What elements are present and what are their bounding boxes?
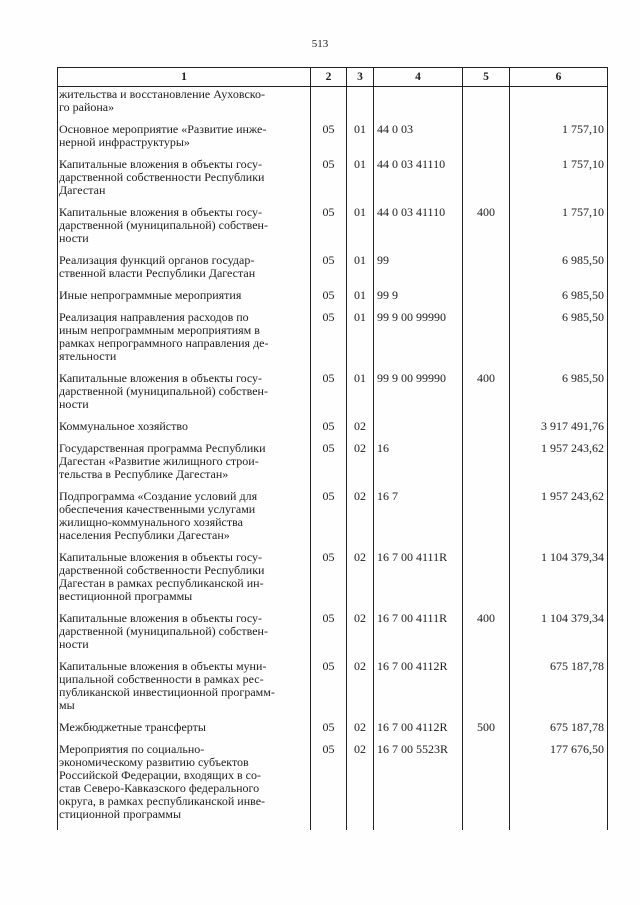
target-item-code: 16 7 xyxy=(374,490,463,551)
amount: 675 187,78 xyxy=(510,660,608,721)
subsection-code: 01 xyxy=(347,123,374,158)
expense-type-code xyxy=(463,311,510,372)
table-row xyxy=(58,206,608,254)
table-row xyxy=(58,442,608,490)
amount: 6 985,50 xyxy=(510,372,608,420)
amount: 6 985,50 xyxy=(510,254,608,289)
amount: 6 985,50 xyxy=(510,311,608,372)
row-name: Капитальные вложения в объекты госу- дарственной (муниципальной) собствен- ности xyxy=(58,372,311,420)
table-row xyxy=(58,721,608,743)
target-item-code xyxy=(374,87,463,124)
table-row xyxy=(58,123,608,158)
subsection-code: 01 xyxy=(347,206,374,254)
section-code: 05 xyxy=(311,490,347,551)
target-item-code: 44 0 03 41110 xyxy=(374,158,463,206)
expense-type-code xyxy=(463,123,510,158)
table-row xyxy=(58,289,608,311)
amount: 1 757,10 xyxy=(510,123,608,158)
row-name: Капитальные вложения в объекты госу- дарственной собственности Республики Дагестан xyxy=(58,158,311,206)
section-code: 05 xyxy=(311,721,347,743)
table-row xyxy=(58,551,608,612)
section-code: 05 xyxy=(311,289,347,311)
row-name: Основное мероприятие «Развитие инже- нерной инфраструктуры» xyxy=(58,123,311,158)
row-name: Капитальные вложения в объекты госу- дарственной (муниципальной) собствен- ности xyxy=(58,206,311,254)
expense-type-code xyxy=(463,551,510,612)
expense-type-code xyxy=(463,158,510,206)
row-name: Реализация функций органов государ- ственной власти Республики Дагестан xyxy=(58,254,311,289)
expense-type-code xyxy=(463,420,510,442)
amount: 1 757,10 xyxy=(510,158,608,206)
amount: 1 957 243,62 xyxy=(510,442,608,490)
row-name: Реализация направления расходов по иным непрограммным мероприятиям в рамках непрограммного направления де- ятельности xyxy=(58,311,311,372)
header-cell: 5 xyxy=(463,68,510,87)
amount xyxy=(510,87,608,124)
page-number: 513 xyxy=(311,38,329,50)
subsection-code xyxy=(347,87,374,124)
table-row xyxy=(58,660,608,721)
expense-type-code xyxy=(463,289,510,311)
section-code xyxy=(311,87,347,124)
row-name: Государственная программа Республики Дагестан «Развитие жилищного строи- тельства в Республике Дагестан» xyxy=(58,442,311,490)
expense-type-code: 500 xyxy=(463,721,510,743)
target-item-code: 16 7 00 4111R xyxy=(374,551,463,612)
section-code: 05 xyxy=(311,158,347,206)
target-item-code: 99 9 00 99990 xyxy=(374,372,463,420)
subsection-code: 02 xyxy=(347,612,374,660)
amount: 1 104 379,34 xyxy=(510,612,608,660)
target-item-code: 99 9 xyxy=(374,289,463,311)
table-row xyxy=(58,743,608,830)
amount: 1 957 243,62 xyxy=(510,490,608,551)
section-code: 05 xyxy=(311,311,347,372)
table-row xyxy=(58,420,608,442)
table-row xyxy=(58,490,608,551)
target-item-code: 44 0 03 41110 xyxy=(374,206,463,254)
header-cell: 4 xyxy=(374,68,463,87)
row-name: Капитальные вложения в объекты госу- дарственной собственности Республики Дагестан в рамках республиканской ин- вестиционной программы xyxy=(58,551,311,612)
target-item-code: 16 7 00 5523R xyxy=(374,743,463,830)
row-name: Иные непрограммные мероприятия xyxy=(58,289,311,311)
amount: 6 985,50 xyxy=(510,289,608,311)
section-code: 05 xyxy=(311,743,347,830)
row-name: Капитальные вложения в объекты муни- ципальной собственности в рамках рес- публиканской инвестиционной программ- мы xyxy=(58,660,311,721)
expense-type-code xyxy=(463,442,510,490)
amount: 1 757,10 xyxy=(510,206,608,254)
header-cell: 1 xyxy=(58,68,311,87)
target-item-code: 99 9 00 99990 xyxy=(374,311,463,372)
subsection-code: 01 xyxy=(347,158,374,206)
table-row xyxy=(58,311,608,372)
amount: 177 676,50 xyxy=(510,743,608,830)
section-code: 05 xyxy=(311,420,347,442)
table-row xyxy=(58,612,608,660)
section-code: 05 xyxy=(311,660,347,721)
expense-type-code xyxy=(463,87,510,124)
subsection-code: 02 xyxy=(347,551,374,612)
subsection-code: 02 xyxy=(347,721,374,743)
amount: 1 104 379,34 xyxy=(510,551,608,612)
target-item-code xyxy=(374,420,463,442)
subsection-code: 02 xyxy=(347,743,374,830)
section-code: 05 xyxy=(311,206,347,254)
section-code: 05 xyxy=(311,442,347,490)
subsection-code: 01 xyxy=(347,372,374,420)
subsection-code: 02 xyxy=(347,490,374,551)
header-cell: 2 xyxy=(311,68,347,87)
target-item-code: 16 7 00 4111R xyxy=(374,612,463,660)
target-item-code: 16 7 00 4112R xyxy=(374,660,463,721)
target-item-code: 16 7 00 4112R xyxy=(374,721,463,743)
expense-type-code: 400 xyxy=(463,372,510,420)
subsection-code: 02 xyxy=(347,660,374,721)
expense-type-code: 400 xyxy=(463,206,510,254)
section-code: 05 xyxy=(311,123,347,158)
table-row xyxy=(58,372,608,420)
section-code: 05 xyxy=(311,551,347,612)
header-row xyxy=(58,68,608,87)
header-cell: 6 xyxy=(510,68,608,87)
amount: 3 917 491,76 xyxy=(510,420,608,442)
subsection-code: 01 xyxy=(347,311,374,372)
row-name: Межбюджетные трансферты xyxy=(58,721,311,743)
subsection-code: 02 xyxy=(347,420,374,442)
expense-type-code xyxy=(463,254,510,289)
header-cell: 3 xyxy=(347,68,374,87)
section-code: 05 xyxy=(311,372,347,420)
budget-table xyxy=(57,67,608,830)
expense-type-code: 400 xyxy=(463,612,510,660)
subsection-code: 01 xyxy=(347,289,374,311)
table-row xyxy=(58,158,608,206)
row-name: жительства и восстановление Ауховско- го района» xyxy=(58,87,311,124)
subsection-code: 01 xyxy=(347,254,374,289)
expense-type-code xyxy=(463,743,510,830)
target-item-code: 44 0 03 xyxy=(374,123,463,158)
row-name: Мероприятия по социально- экономическому развитию субъектов Российской Федерации, входящих в со- став Северо-Кавказского федерального округа, в рамках республиканской инве- стиционной программы xyxy=(58,743,311,830)
table-row xyxy=(58,87,608,124)
amount: 675 187,78 xyxy=(510,721,608,743)
section-code: 05 xyxy=(311,254,347,289)
row-name: Коммунальное хозяйство xyxy=(58,420,311,442)
section-code: 05 xyxy=(311,612,347,660)
expense-type-code xyxy=(463,490,510,551)
row-name: Подпрограмма «Создание условий для обеспечения качественными услугами жилищно-коммунального хозяйства населения Республики Дагестан» xyxy=(58,490,311,551)
target-item-code: 16 xyxy=(374,442,463,490)
row-name: Капитальные вложения в объекты госу- дарственной (муниципальной) собствен- ности xyxy=(58,612,311,660)
target-item-code: 99 xyxy=(374,254,463,289)
table-row xyxy=(58,254,608,289)
subsection-code: 02 xyxy=(347,442,374,490)
expense-type-code xyxy=(463,660,510,721)
